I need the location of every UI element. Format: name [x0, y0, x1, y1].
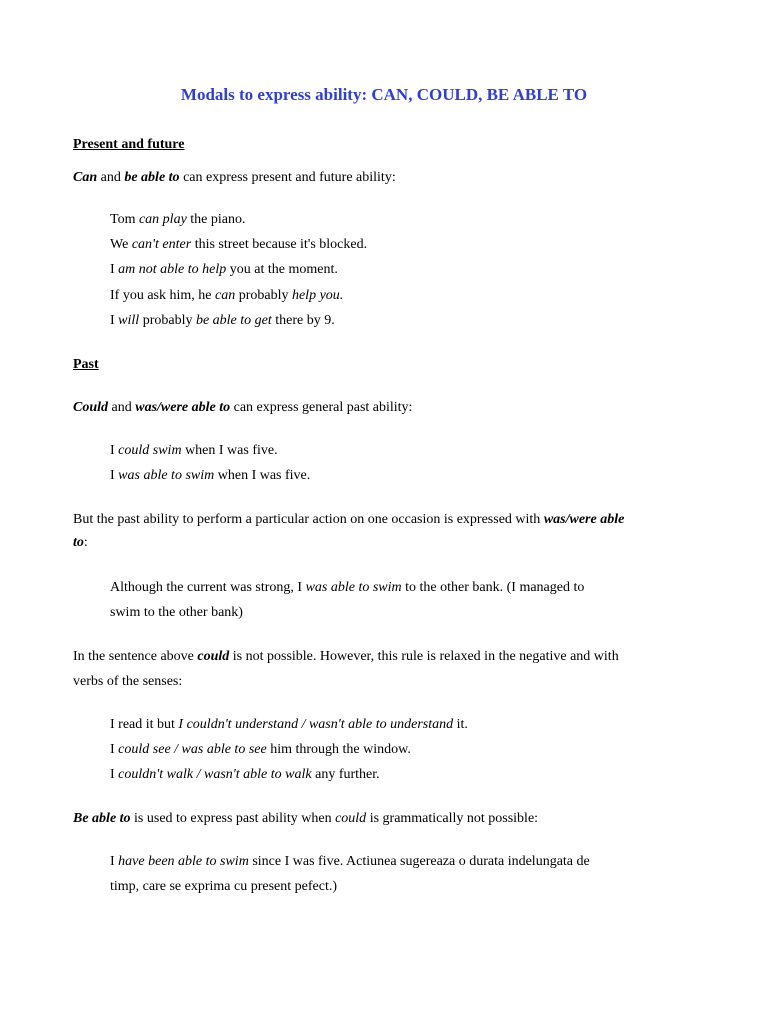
emphasis: was able to swim	[118, 468, 215, 483]
text-segment: it.	[453, 717, 468, 732]
heading-past: Past	[73, 357, 99, 372]
example-line	[110, 715, 468, 734]
term-can: Can	[73, 170, 98, 185]
example-line	[110, 852, 590, 871]
emphasis: am not able to help	[118, 262, 227, 277]
paragraph-relaxed-rule	[73, 647, 619, 666]
term-be-able-to: be able to	[124, 170, 180, 185]
text-segment: can express present and future ability:	[179, 170, 396, 185]
text-segment: I	[110, 468, 119, 483]
text-segment: I read it but	[110, 717, 179, 732]
text-segment: and	[97, 170, 125, 185]
emphasis: will	[118, 313, 140, 328]
text-segment: when I was five.	[181, 443, 278, 458]
example-line	[110, 441, 278, 460]
example-line-cont: timp, care se exprima cu present pefect.)	[110, 879, 338, 894]
text-segment: :	[83, 535, 88, 550]
emphasis: I couldn't understand / wasn't able to understand	[178, 717, 454, 732]
example-line-cont: swim to the other bank)	[110, 605, 243, 620]
text-segment: I	[110, 742, 119, 757]
text-segment: this street because it's blocked.	[191, 237, 368, 252]
term-to: to	[73, 535, 84, 550]
heading-present-future: Present and future	[73, 137, 185, 152]
text-segment: Tom	[110, 212, 139, 227]
paragraph-particular-occasion-cont	[73, 533, 88, 552]
example-line	[110, 578, 584, 597]
text-segment: Although the current was strong, I	[110, 580, 306, 595]
text-segment: I	[110, 443, 119, 458]
example-line	[110, 210, 246, 229]
text-segment: I	[110, 262, 119, 277]
example-line	[110, 740, 411, 759]
emphasis: could see / was able to see	[118, 742, 267, 757]
emphasis: help you.	[291, 288, 344, 303]
term-be-able-to: Be able to	[73, 811, 131, 826]
text-segment: is not possible. However, this rule is relaxed in the negative and with	[229, 649, 619, 664]
text-segment: to the other bank. (I managed to	[401, 580, 585, 595]
text-segment: you at the moment.	[226, 262, 338, 277]
text-segment: any further.	[311, 767, 380, 782]
emphasis: was able to swim	[305, 580, 402, 595]
paragraph-past-intro	[73, 398, 412, 417]
emphasis: could swim	[118, 443, 182, 458]
text-segment: In the sentence above	[73, 649, 198, 664]
text-segment: can express general past ability:	[230, 400, 413, 415]
text-segment: I	[110, 767, 119, 782]
text-segment: when I was five.	[214, 468, 311, 483]
text-segment: I	[110, 854, 119, 869]
emphasis: can't enter	[131, 237, 192, 252]
text-segment: probably	[139, 313, 196, 328]
emphasis: can	[214, 288, 236, 303]
example-line	[110, 311, 335, 330]
page-title: Modals to express ability: CAN, COULD, BE ABLE TO	[180, 85, 588, 104]
example-line	[110, 286, 343, 305]
emphasis: be able to get	[195, 313, 272, 328]
text-segment: there by 9.	[271, 313, 335, 328]
text-segment: But the past ability to perform a particular action on one occasion is expressed with	[73, 512, 544, 527]
text-segment: We	[110, 237, 132, 252]
example-line	[110, 765, 380, 784]
paragraph-present-intro	[73, 168, 396, 187]
example-line	[110, 235, 367, 254]
emphasis: could	[335, 811, 367, 826]
emphasis: couldn't walk / wasn't able to walk	[118, 767, 312, 782]
text-segment: him through the window.	[266, 742, 411, 757]
term-was-were-able: was/were able	[543, 512, 625, 527]
text-segment: is used to express past ability when	[130, 811, 336, 826]
term-could: could	[197, 649, 230, 664]
text-segment: is grammatically not possible:	[366, 811, 539, 826]
emphasis: have been able to swim	[118, 854, 249, 869]
paragraph-particular-occasion	[73, 510, 624, 529]
text-segment: and	[108, 400, 136, 415]
paragraph-relaxed-rule-cont: verbs of the senses:	[73, 674, 183, 689]
text-segment: since I was five. Actiunea sugereaza o durata indelungata de	[248, 854, 590, 869]
example-line	[110, 260, 338, 279]
emphasis: can play	[138, 212, 187, 227]
example-line	[110, 466, 310, 485]
text-segment: If you ask him, he	[110, 288, 215, 303]
text-segment: I	[110, 313, 119, 328]
paragraph-be-able-to	[73, 809, 538, 828]
term-was-were-able-to: was/were able to	[135, 400, 231, 415]
term-could: Could	[73, 400, 109, 415]
text-segment: the piano.	[186, 212, 246, 227]
text-segment: probably	[235, 288, 292, 303]
